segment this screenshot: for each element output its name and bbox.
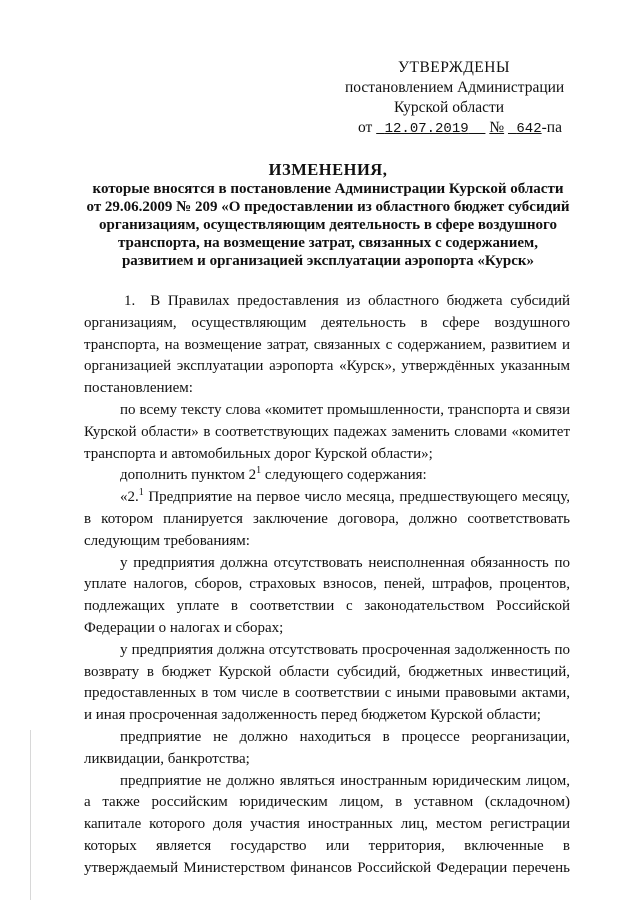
number-suffix: -па [541, 119, 562, 136]
paragraph-2: по всему тексту слова «комитет промышленности, транспорта и связи Курской области» в соответствующих падежах заменить словами «комитет транспорта и автомобильных дорог Курской области»; [84, 401, 570, 462]
number-label: № [489, 119, 505, 136]
approval-title: УТВЕРЖДЕНЫ [398, 59, 510, 76]
document-title [78, 161, 578, 270]
approval-date: 12.07.2019 [384, 121, 469, 137]
title-line: от 29.06.2009 № 209 «О предоставлении из областного бюджет субсидий [86, 199, 570, 215]
from-label: от [358, 119, 373, 136]
paragraph-7: предприятие не должно находиться в процессе реорганизации, ликвидации, банкротства; [84, 728, 570, 767]
title-line: транспорта, на возмещение затрат, связанных с содержанием, [118, 235, 538, 251]
paragraph-5: у предприятия должна отсутствовать неисполненная обязанность по уплате налогов, сборов, страховых взносов, пеней, штрафов, процентов, подлежащих уплате в соответствии с законодательством Российской Федерации о налогах и сборах; [84, 554, 570, 636]
paragraph-1: 1. В Правилах предоставления из областного бюджета субсидий организациям, осуществляющим деятельность в сфере воздушного транспорта, на возмещение затрат, связанных с содержанием, развитием и организацией эксплуатации аэропорта «Курск», утверждённых указанным постановлением: [84, 293, 570, 397]
paragraph-6: у предприятия должна отсутствовать просроченная задолженность по возврату в бюджет Курской области субсидий, бюджетных инвестиций, предоставленных в том числе в соответствии с иными правовыми актами, и иная просроченная задолженность перед бюджетом Курской области; [84, 641, 570, 724]
title-line: развитием и организацией эксплуатации аэропорта «Курск» [121, 253, 535, 269]
document-body [84, 291, 570, 880]
title-heading: ИЗМЕНЕНИЯ, [268, 160, 388, 179]
scan-artifact [30, 730, 31, 900]
approval-block [322, 58, 582, 139]
title-line: которые вносятся в постановление Администрации Курской области [92, 181, 564, 197]
approval-number: 642 [516, 121, 542, 137]
title-line: организациям, осуществляющим деятельность в сфере воздушного [98, 217, 557, 233]
approval-line-2: постановлением Администрации [345, 79, 565, 96]
paragraph-3: дополнить пунктом $2^1$ следующего содержания: [120, 465, 427, 484]
paragraph-4: «2.$^1$ Предприятие на первое число месяца, предшествующего месяцу, в котором планируется заключение договора, должно соответствовать следующим требованиям: [84, 487, 570, 549]
paragraph-8: предприятие не должно являться иностранным юридическим лицом, а также российским юридическим лицом, в уставном (складочном) капитале которого доля участия иностранных лиц, местом регистрации которых является государство или территория, включенные в утверждаемый Министерством финансов Российской Федерации перечень [84, 772, 570, 876]
last-paragraph-wrap [84, 771, 570, 880]
approval-line-3: Курской области [394, 99, 505, 116]
approval-date-line [358, 118, 582, 139]
